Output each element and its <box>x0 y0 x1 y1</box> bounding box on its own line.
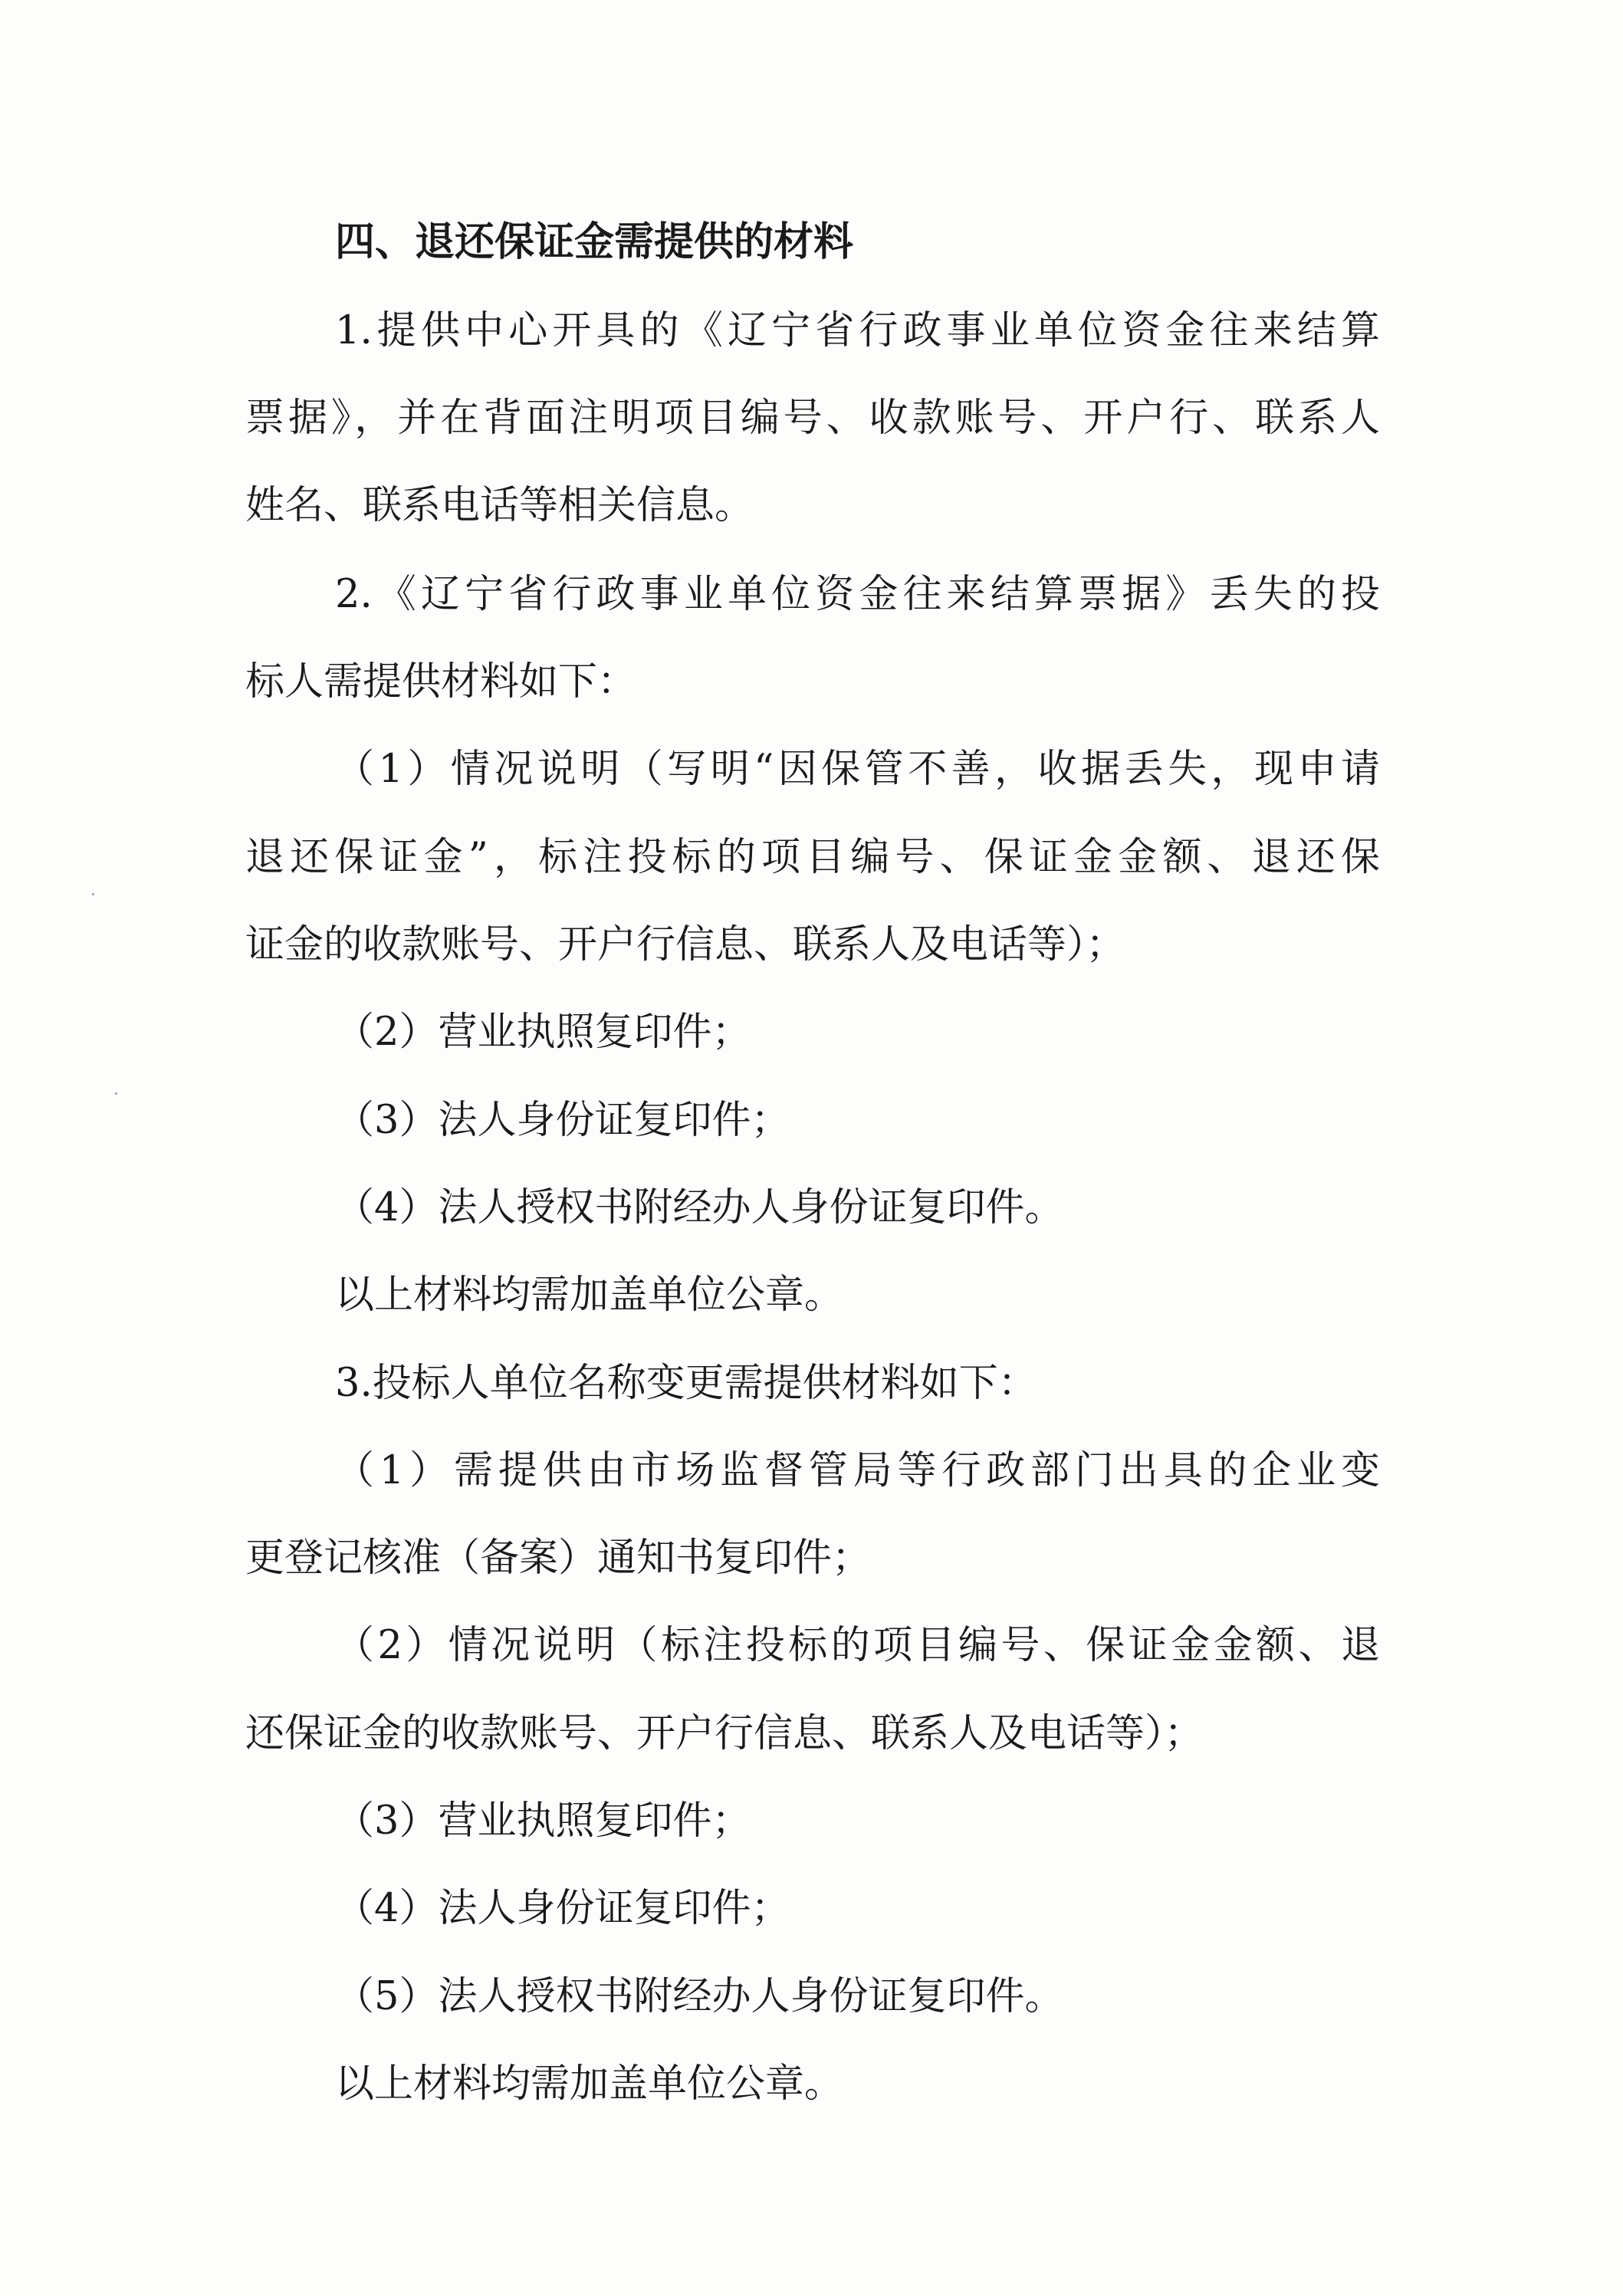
list-item-3-1-line-1: （1）需提供由市场监督管局等行政部门出具的企业变 <box>335 1448 1380 1493</box>
seal-note-2: 以上材料均需加盖单位公章。 <box>335 2061 844 2107</box>
list-item-2-1-line-1: （1）情况说明（写明“因保管不善，收据丢失，现申请 <box>335 747 1380 792</box>
paragraph-1-line-2: 票据》，并在背面注明项目编号、收款账号、开户行、联系人 <box>245 396 1380 441</box>
list-item-3-3: （3）营业执照复印件； <box>335 1798 751 1844</box>
list-item-2-1-line-3: 证金的收款账号、开户行信息、联系人及电话等）； <box>245 922 1125 967</box>
seal-note-1: 以上材料均需加盖单位公章。 <box>335 1273 844 1318</box>
list-item-3-4: （4）法人身份证复印件； <box>335 1886 790 1931</box>
paragraph-2-line-2: 标人需提供材料如下： <box>245 659 637 705</box>
list-item-3-1-line-2: 更登记核准（备案）通知书复印件； <box>245 1536 872 1581</box>
list-item-2-2: （2）营业执照复印件； <box>335 1010 751 1055</box>
list-item-2-3: （3）法人身份证复印件； <box>335 1098 790 1143</box>
list-item-2-4: （4）法人授权书附经办人身份证复印件。 <box>335 1185 1064 1230</box>
list-item-3-2-line-1: （2）情况说明（标注投标的项目编号、保证金金额、退 <box>335 1623 1380 1668</box>
scan-speck <box>92 893 94 895</box>
paragraph-1-line-1: 1.提供中心开具的《辽宁省行政事业单位资金往来结算 <box>335 308 1380 353</box>
list-item-2-1-line-2: 退还保证金”，标注投标的项目编号、保证金金额、退还保 <box>245 835 1380 880</box>
paragraph-3-line-1: 3.投标人单位名称变更需提供材料如下： <box>335 1361 1037 1406</box>
section-heading: 四、退还保证金需提供的材料 <box>335 219 854 265</box>
list-item-3-5: （5）法人授权书附经办人身份证复印件。 <box>335 1974 1064 2019</box>
scan-speck <box>115 1092 117 1095</box>
paragraph-2-line-1: 2.《辽宁省行政事业单位资金往来结算票据》丢失的投 <box>335 572 1380 617</box>
list-item-3-2-line-2: 还保证金的收款账号、开户行信息、联系人及电话等）； <box>245 1711 1204 1756</box>
paragraph-1-line-3: 姓名、联系电话等相关信息。 <box>245 483 754 528</box>
